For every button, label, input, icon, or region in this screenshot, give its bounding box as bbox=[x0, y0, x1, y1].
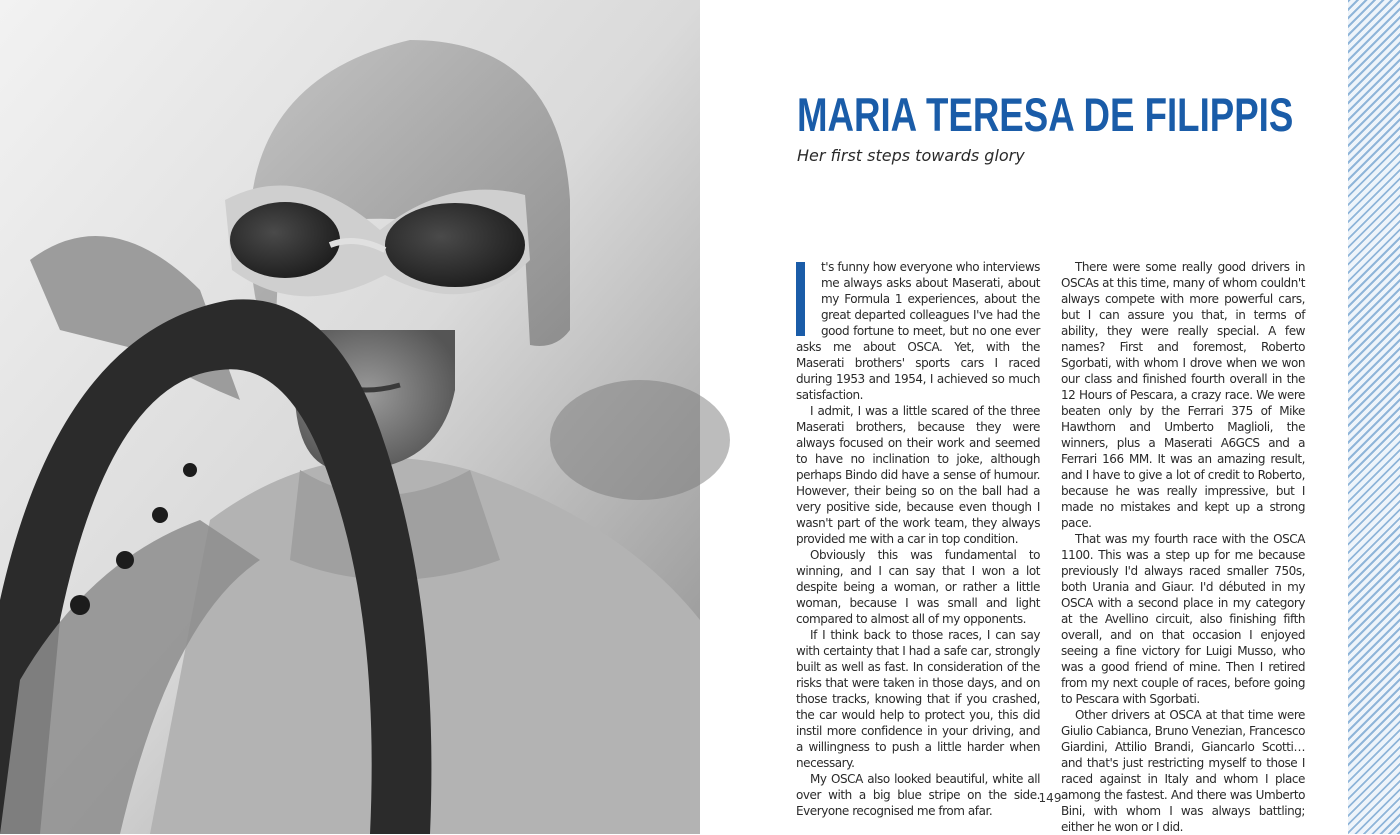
paragraph: There were some really good drivers in OSCAs at this time, many of whom couldn't always compete with more powerful cars, but I can assure you that, in terms of ability, they were really special. A few names? First and foremost, Roberto Sgorbati, with whom I drove when we won our class and finished fourth overall in the 12 Hours of Pescara, a crazy race. We were beaten only by the Ferrari 375 of Mike Hawthorn and Umberto Maglioli, the winners, plus a Maserati A6GCS and a Ferrari 166 MM. It was an amazing result, and I have to give a lot of credit to Roberto, because he was really impressive, but I made no mistakes and kept up a strong pace. bbox=[1061, 260, 1305, 530]
paragraph: If I think back to those races, I can say with certainty that I had a safe car, strongly built as well as fast. In consideration of the risks that were taken in those days, and on those tracks, knowing that if you crashed, the car would help to protect you, this did instil more confidence in your driving, and a willingness to push a little harder when necessary. bbox=[796, 628, 1040, 770]
paragraph: That was my fourth race with the OSCA 1100. This was a step up for me because previously I'd always raced smaller 750s, both Urania and Giaur. I'd débuted in my OSCA with a second place in my category at the Avellino circuit, also finishing fifth overall, and on that occasion I enjoyed seeing a fine victory for Luigi Musso, who was a good friend of mine. Then I retired from my next couple of races, before going to Pescara with Sgorbati. bbox=[1061, 532, 1305, 706]
text-column-left bbox=[796, 259, 1040, 818]
article-title: MARIA TERESA DE FILIPPIS bbox=[797, 88, 1294, 141]
article-subtitle: Her first steps towards glory bbox=[797, 146, 1025, 165]
paragraph: Other drivers at OSCA at that time were Giulio Cabianca, Bruno Venezian, Francesco Giardini, Attilio Brandi, Giancarlo Scotti… and that's just restricting myself to those I raced against in Italy and whom I place among the fastest. And there was Umberto Bini, with whom I was always battling; either he won or I did. bbox=[1061, 708, 1305, 834]
driver-portrait-illustration bbox=[0, 0, 700, 834]
drop-cap bbox=[796, 262, 805, 336]
paragraph: My OSCA also looked beautiful, white all over with a big blue stripe on the side. Everyone recognised me from afar. bbox=[796, 772, 1040, 818]
page-number: 149 bbox=[1038, 791, 1062, 805]
text-column-right bbox=[1061, 259, 1305, 834]
paragraph: Obviously this was fundamental to winning, and I can say that I won a lot despite being a woman, or rather a little woman, because I was small and light compared to almost all of my opponents. bbox=[796, 548, 1040, 626]
lead-paragraph: t's funny how everyone who interviews me always asks about Maserati, about my Formula 1 experiences, about the great departed colleagues I've had the good fortune to meet, but no one ever asks me about OSCA. Yet, with the Maserati brothers' sports cars I raced during 1953 and 1954, I achieved so much satisfaction. bbox=[796, 260, 1040, 402]
decorative-stripe-border bbox=[1348, 0, 1400, 834]
portrait-photo bbox=[0, 0, 700, 834]
paragraph: I admit, I was a little scared of the three Maserati brothers, because they were always focused on their work and seemed to have no inclination to joke, although perhaps Bindo did have a sense of humour. However, their being so on the ball had a very positive side, because even though I wasn't part of the work team, they always provided me with a car in top condition. bbox=[796, 404, 1040, 546]
